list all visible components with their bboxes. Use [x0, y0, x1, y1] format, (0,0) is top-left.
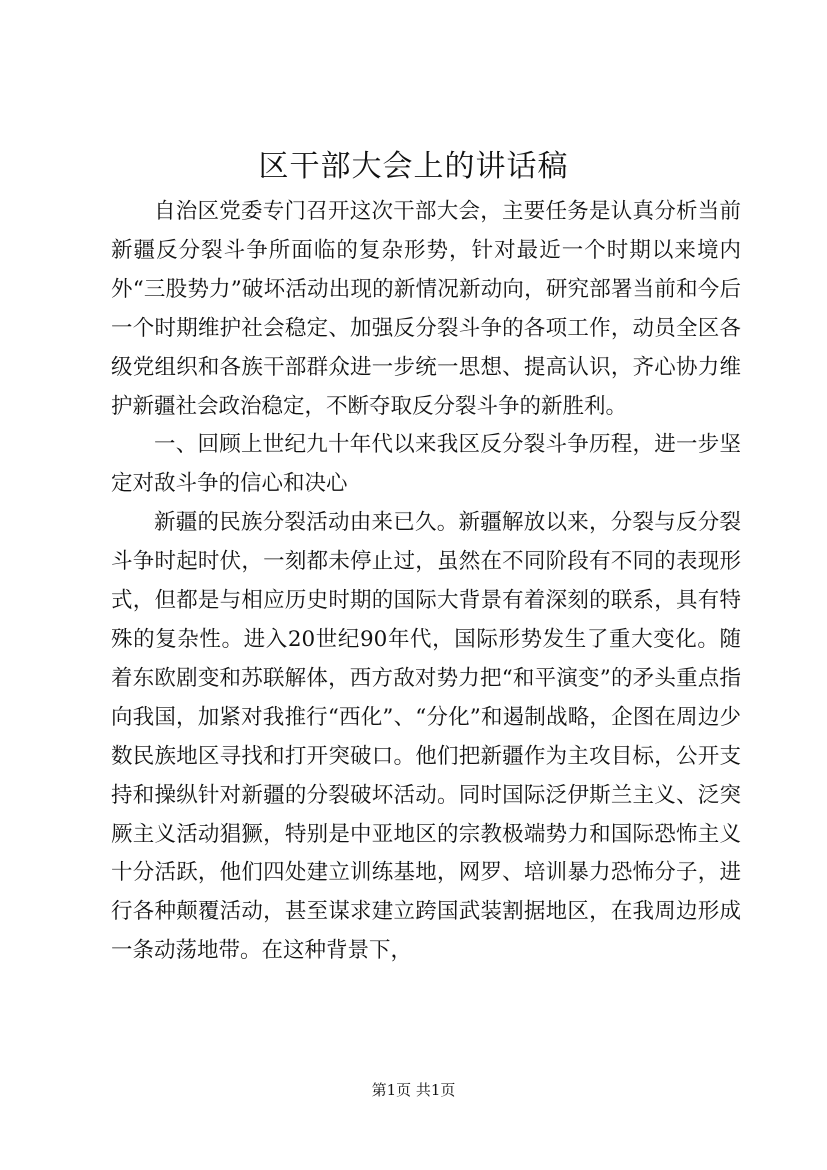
page-footer: 第1页 共1页	[371, 1081, 456, 1099]
paragraph-intro: 自治区党委专门召开这次干部大会，主要任务是认真分析当前新疆反分裂斗争所面临的复杂形势，针对最近一个时期以来境内外“三股势力”破坏活动出现的新情况新动向，研究部署当前和今后一个时期维护社会稳定、加强反分裂斗争的各项工作，动员全区各级党组织和各族干部群众进一步统一思想、提高认识，齐心协力维护新疆社会政治稳定，不断夺取反分裂斗争的新胜利。	[111, 199, 741, 419]
document-title: 区干部大会上的讲话稿	[258, 149, 569, 184]
section-heading: 一、回顾上世纪九十年代以来我区反分裂斗争历程，进一步坚定对敌斗争的信心和决心	[111, 432, 741, 497]
paragraph-history: 新疆的民族分裂活动由来已久。新疆解放以来，分裂与反分裂斗争时起时伏，一刻都未停止过，虽然在不同阶段有不同的表现形式，但都是与相应历史时期的国际大背景有着深刻的联系，具有特殊的复杂性。进入20世纪90年代，国际形势发生了重大变化。随着东欧剧变和苏联解体，西方敌对势力把“和平演变”的矛头重点指向我国，加紧对我推行“西化”、“分化”和遏制战略，企图在周边少数民族地区寻找和打开突破口。他们把新疆作为主攻目标，公开支持和操纵针对新疆的分裂破坏活动。同时国际泛伊斯兰主义、泛突厥主义活动猖獗，特别是中亚地区的宗教极端势力和国际恐怖主义十分活跃，他们四处建立训练基地，网罗、培训暴力恐怖分子，进行各种颠覆活动，甚至谋求建立跨国武装割据地区，在我周边形成一条动荡地带。在这种背景下，	[111, 510, 741, 964]
document-body	[111, 193, 741, 971]
